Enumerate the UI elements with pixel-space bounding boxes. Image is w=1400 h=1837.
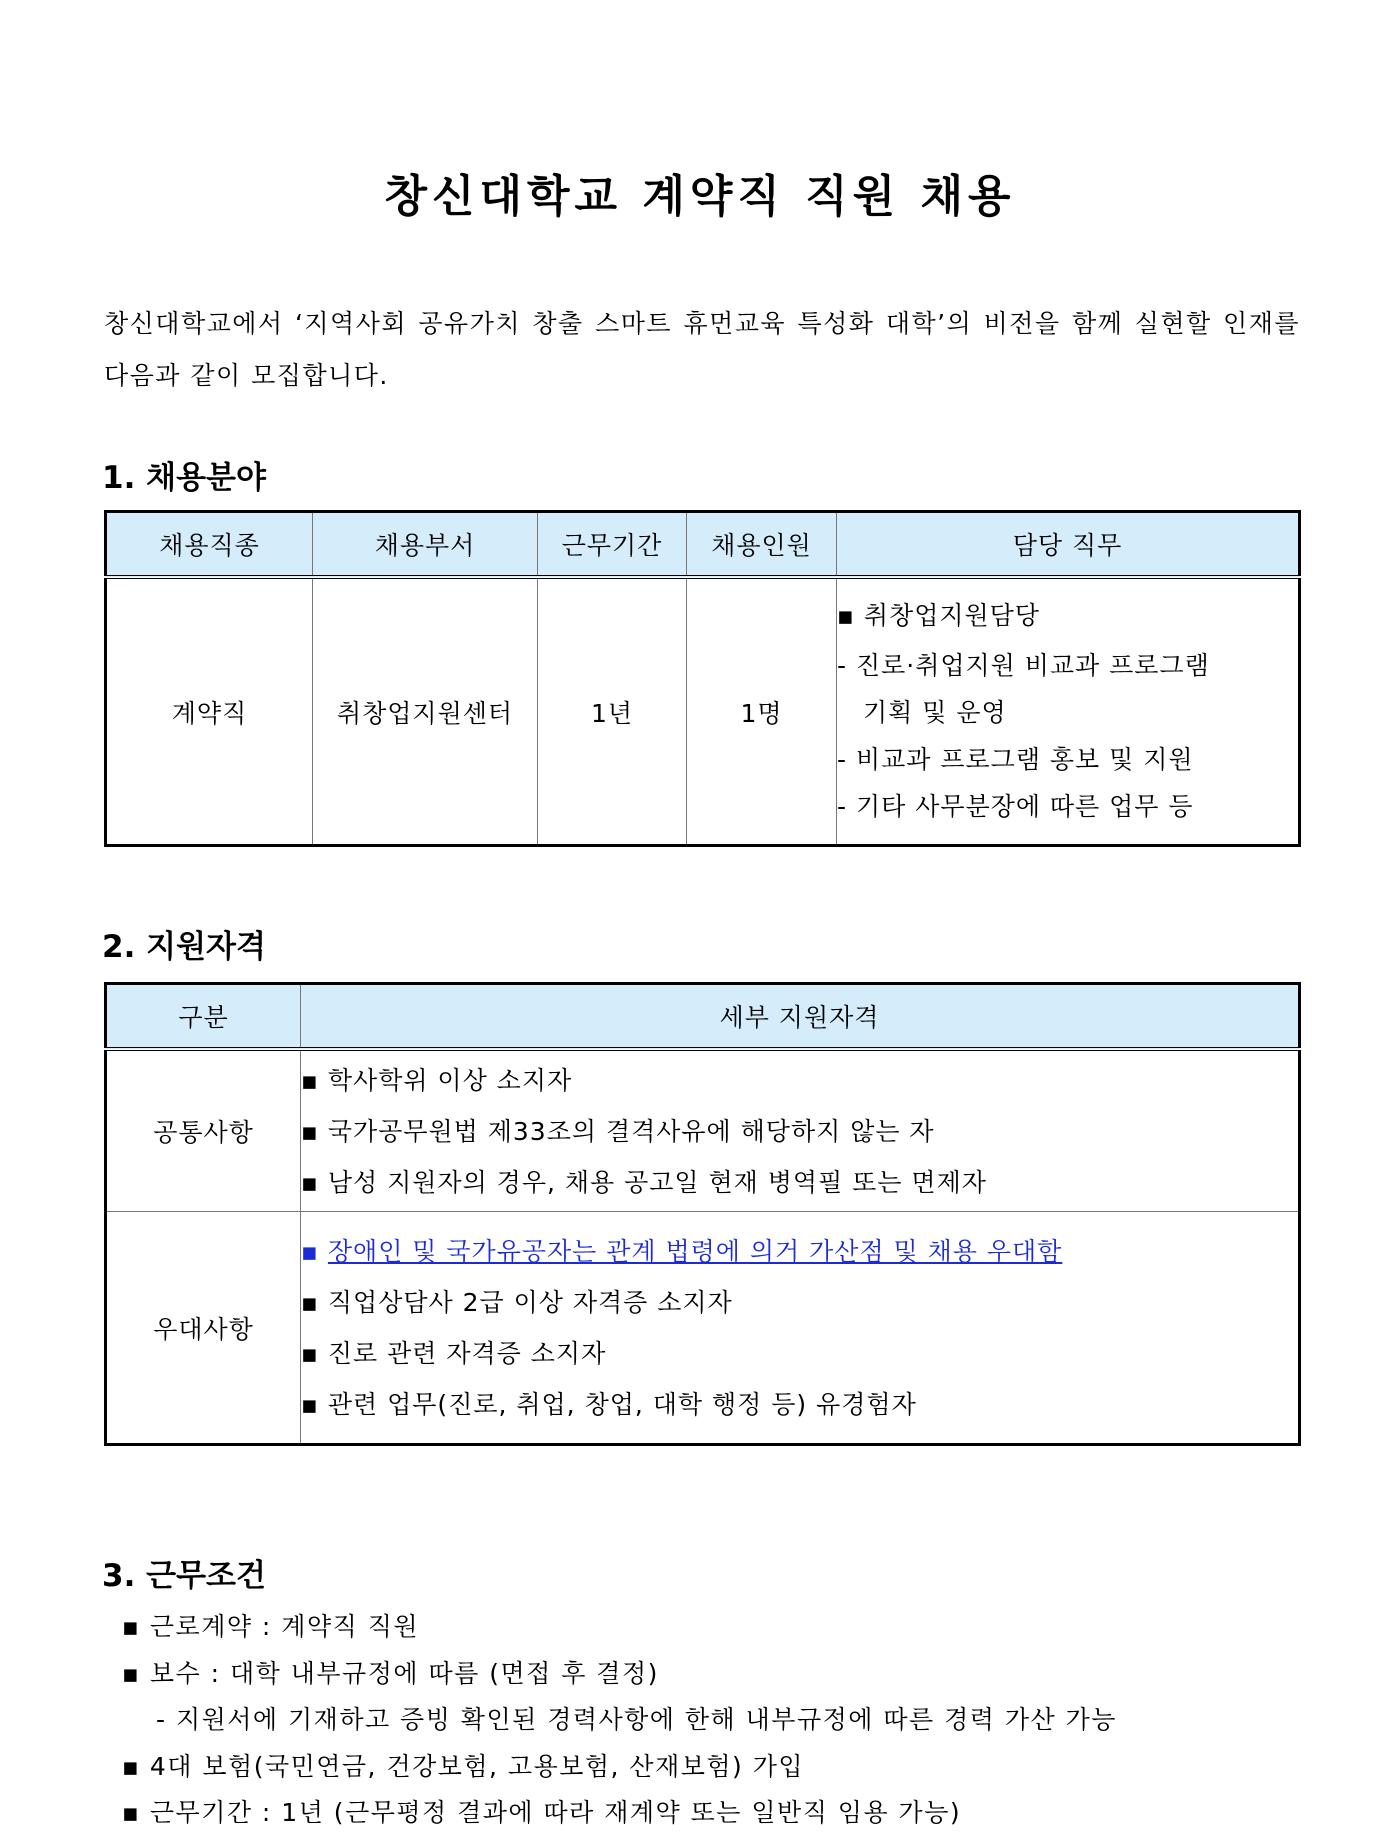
bullet-icon: ▪ xyxy=(301,1236,319,1266)
duty-detail-continued: 기획 및 운영 xyxy=(863,697,1007,727)
table-row xyxy=(106,1212,1300,1445)
header-job-type: 채용직종 xyxy=(106,512,313,578)
list-item xyxy=(301,1226,1298,1277)
list-item: ▪ 관련 업무(진로, 취업, 창업, 대학 행정 등) 유경험자 xyxy=(301,1389,917,1419)
list-item: ▪ 근무기간 : 1년 (근무평정 결과에 따라 재계약 또는 일반직 임용 가능) xyxy=(122,1798,962,1827)
recruitment-field-table xyxy=(104,510,1301,847)
list-item: ▪ 직업상담사 2급 이상 자격증 소지자 xyxy=(301,1287,733,1317)
duty-detail: - 진로·취업지원 비교과 프로그램 xyxy=(837,650,1210,680)
list-item: ▪ 4대 보험(국민연금, 건강보험, 고용보험, 산재보험) 가입 xyxy=(122,1751,805,1781)
cell-department: 취창업지원센터 xyxy=(313,577,538,846)
header-detailed-qualifications: 세부 지원자격 xyxy=(301,984,1300,1050)
list-item: ▪ 학사학위 이상 소지자 xyxy=(301,1065,573,1095)
header-category: 구분 xyxy=(106,984,301,1050)
qualifications-table xyxy=(104,982,1301,1446)
cell-preference-items xyxy=(301,1212,1300,1445)
table-header-row xyxy=(106,984,1300,1050)
duty-detail: - 기타 사무분장에 따른 업무 등 xyxy=(837,791,1194,821)
list-item: ▪ 국가공무원법 제33조의 결격사유에 해당하지 않는 자 xyxy=(301,1116,935,1146)
work-conditions-list xyxy=(122,1604,1117,1837)
header-duties: 담당 직무 xyxy=(837,512,1300,578)
header-work-period: 근무기간 xyxy=(538,512,687,578)
table-row xyxy=(106,1049,1300,1212)
cell-common-items xyxy=(301,1049,1300,1212)
page-title: 창신대학교 계약직 직원 채용 xyxy=(384,171,1016,222)
list-item: ▪ 보수 : 대학 내부규정에 따름 (면접 후 결정) xyxy=(122,1658,659,1688)
cell-duties xyxy=(837,577,1300,846)
cell-job-type: 계약직 xyxy=(106,577,313,846)
list-item: ▪ 진로 관련 자격증 소지자 xyxy=(301,1338,607,1368)
table-header-row xyxy=(106,512,1300,578)
cell-work-period: 1년 xyxy=(538,577,687,846)
duty-main-item: ▪ 취창업지원담당 xyxy=(837,600,1040,630)
section-heading-qualifications: 2. 지원자격 xyxy=(102,929,266,965)
section-heading-recruitment-field: 1. 채용분야 xyxy=(102,460,266,496)
table-row xyxy=(106,577,1300,846)
preference-link[interactable]: 장애인 및 국가유공자는 관계 법령에 의거 가산점 및 채용 우대함 xyxy=(327,1236,1063,1266)
cell-headcount: 1명 xyxy=(687,577,837,846)
duty-detail: - 비교과 프로그램 홍보 및 지원 xyxy=(837,744,1194,774)
list-item-detail: - 지원서에 기재하고 증빙 확인된 경력사항에 한해 내부규정에 따른 경력 가산 가능 xyxy=(156,1705,1117,1734)
list-item: ▪ 남성 지원자의 경우, 채용 공고일 현재 병역필 또는 면제자 xyxy=(301,1167,987,1197)
intro-paragraph: 창신대학교에서 ‘지역사회 공유가치 창출 스마트 휴먼교육 특성화 대학’의 비전을 함께 실현할 인재를 다음과 같이 모집합니다. xyxy=(104,309,1300,390)
list-item: ▪ 근로계약 : 계약직 직원 xyxy=(122,1612,420,1641)
header-headcount: 채용인원 xyxy=(687,512,837,578)
section-heading-work-conditions: 3. 근무조건 xyxy=(102,1558,266,1594)
cell-common-label: 공통사항 xyxy=(106,1049,301,1212)
cell-preference-label: 우대사항 xyxy=(106,1212,301,1445)
header-department: 채용부서 xyxy=(313,512,538,578)
